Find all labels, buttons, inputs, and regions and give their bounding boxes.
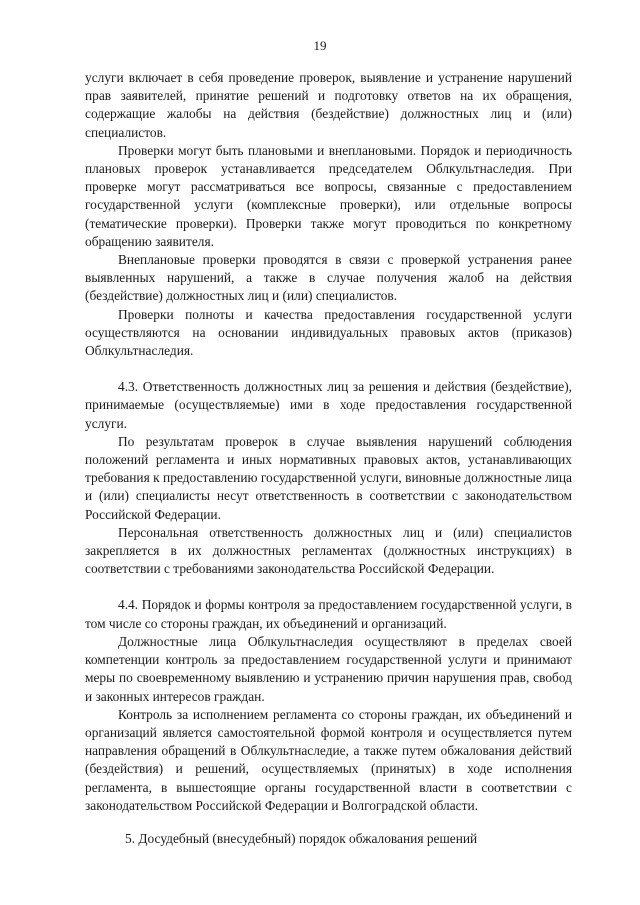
paragraph-unscheduled-inspections: Внеплановые проверки проводятся в связи с проверкой устранения ранее выявленных нарушений, а также в случае получения жалоб на действия (бездействие) должностных лиц и (или) специалистов. bbox=[85, 252, 572, 304]
section-heading-4-3: 4.3. Ответственность должностных лиц за решения и действия (бездействие), принимаемые (осуществляемые) ими в ходе предоставления государственной услуги. bbox=[85, 379, 572, 431]
paragraph-officials-control: Должностные лица Облкультнаследия осуществляют в пределах своей компетенции контроль за предоставлением государственной услуги и принимают меры по своевременному выявлению и устранению причин нарушения прав, свобод и законных интересов граждан. bbox=[85, 633, 572, 704]
paragraph-personal-responsibility: Персональная ответственность должностных лиц и (или) специалистов закрепляется в их должностных регламентах (должностных инструкциях) в соответствии с требованиями законодательства Российской Федерации. bbox=[85, 524, 572, 577]
paragraph-citizen-control: Контроль за исполнением регламента со стороны граждан, их объединений и организаций является самостоятельной формой контроля и осуществляется путем направления обращений в Облкультнаследие, а также путем обжалования действий (бездействия) и решений, осуществляемых (принятых) в ходе исполнения регламента, в вышестоящие органы государственной власти в соответствии с законодательством Российской Федерации и Волгоградской области. bbox=[85, 706, 572, 813]
page-number: 19 bbox=[313, 38, 327, 53]
section-heading-5: 5. Досудебный (внесудебный) порядок обжалования решений bbox=[125, 830, 478, 846]
paragraph-continuation: услуги включает в себя проведение проверок, выявление и устранение нарушений прав заявителей, принятие решений и подготовку ответов на их обращения, содержащие жалобы на действия (бездействие) должностных лиц и (или) специалистов. bbox=[85, 70, 572, 140]
paragraph-violations-liability: По результатам проверок в случае выявления нарушений соблюдения положений регламента и иных нормативных правовых актов, устанавливающих требования к предоставлению государственной услуги, виновные должностные лица и (или) специалисты несут ответственность в соответствии с законодательством Российской Федерации. bbox=[85, 433, 572, 522]
section-heading-4-4: 4.4. Порядок и формы контроля за предоставлением государственной услуги, в том числе со стороны граждан, их объединений и организаций. bbox=[85, 597, 572, 631]
page-body bbox=[85, 69, 572, 848]
paragraph-inspection-basis: Проверки полноты и качества предоставления государственной услуги осуществляются на основании индивидуальных правовых актов (приказов) Облкультнаследия. bbox=[85, 306, 572, 359]
paragraph-inspections-types: Проверки могут быть плановыми и внеплановыми. Порядок и периодичность плановых проверок устанавливается председателем Облкультнаследия. При проверке могут рассматриваться все вопросы, связанные с предоставлением государственной услуги (комплексные проверки), или отдельные вопросы (тематические проверки). Проверки также могут проводиться по конкретному обращению заявителя. bbox=[85, 142, 572, 249]
